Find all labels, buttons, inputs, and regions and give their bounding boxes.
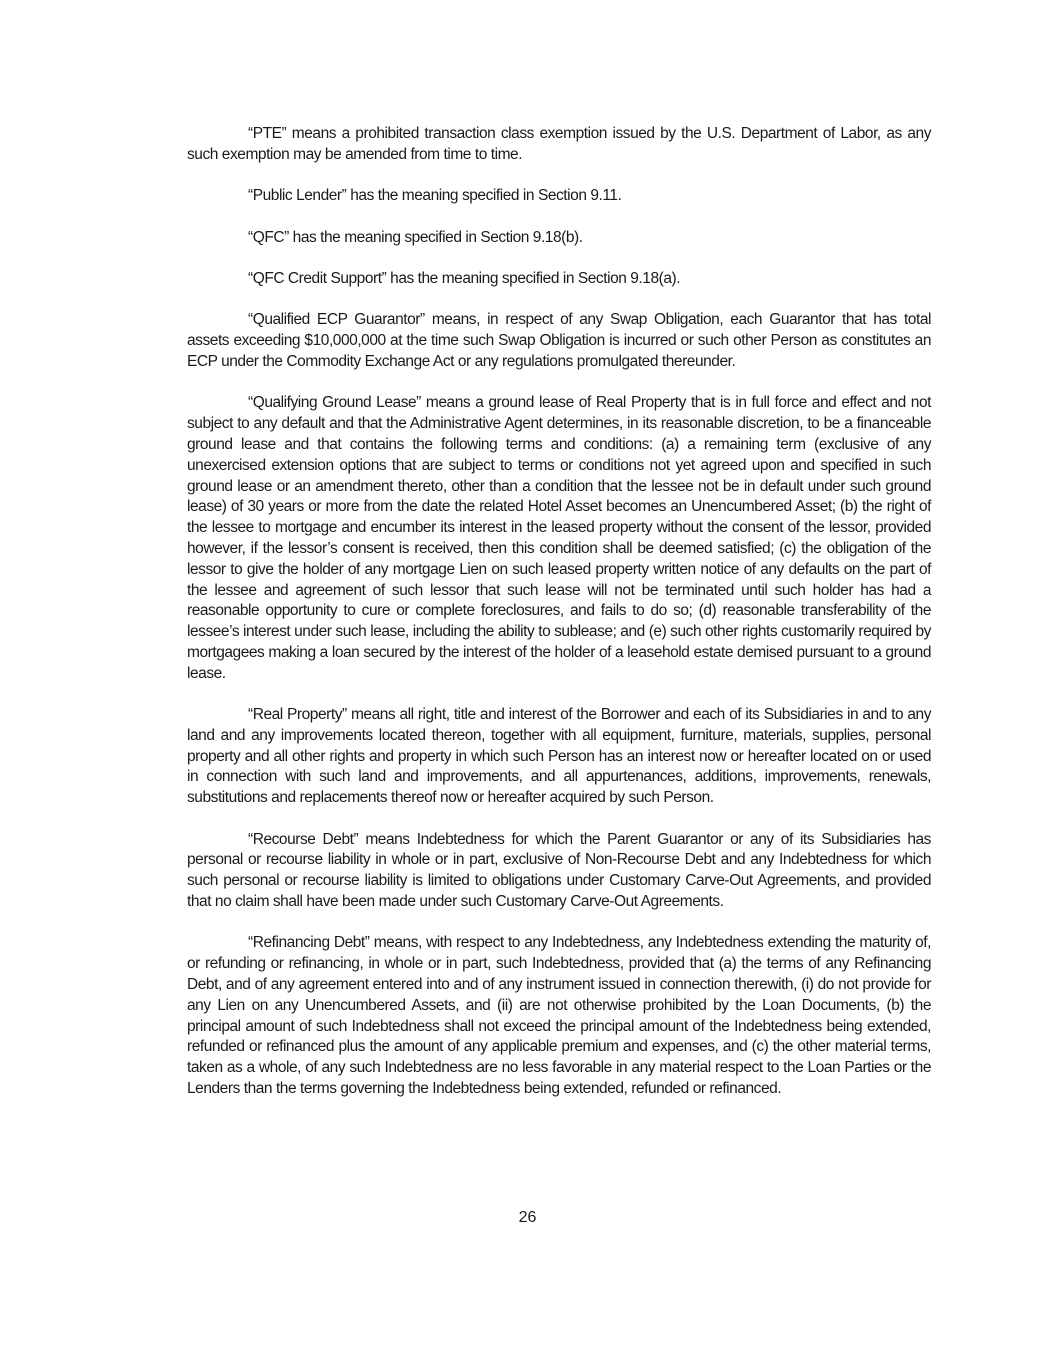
definition-recourse-debt (187, 830, 931, 913)
definition-real-property (187, 705, 931, 809)
definition-qualifying-ground-lease (187, 393, 931, 684)
definition-text: has the meaning specified in Section 9.18(b). (288, 228, 583, 246)
defined-term: “Real Property” (248, 706, 347, 724)
definition-qfc-credit-support (187, 269, 931, 290)
defined-term: “Refinancing Debt” (248, 934, 370, 952)
defined-term: “Public Lender” (248, 187, 347, 205)
definition-qualified-ecp-guarantor (187, 310, 931, 372)
definition-text: means, with respect to any Indebtedness, any Indebtedness extending the maturity of, or refunding or refinancing, in whole or in part, such Indebtedness, provided that (a) the terms of any Refinancing Debt, and of any agreement entered into and of any instrument issued in connection therewith, (i) do not provide for any Lien on any Unencumbered Assets, and (ii) are not otherwise prohibited by the Loan Documents, (b) the principal amount of such Indebtedness shall not exceed the principal amount of the Indebtedness being extended, refunded or refinanced plus the amount of any applicable premium and expenses, and (c) the other material terms, taken as a whole, of any such Indebtedness are no less favorable in any material respect to the Loan Parties or the Lenders than the terms governing the Indebtedness being extended, refunded or refinanced. (187, 934, 931, 1098)
defined-term: “QFC” (248, 228, 289, 246)
defined-term: “Qualified ECP Guarantor” (248, 311, 425, 329)
definition-text: has the meaning specified in Section 9.18(a). (386, 269, 681, 287)
definition-pte (187, 124, 931, 166)
definition-text: means Indebtedness for which the Parent Guarantor or any of its Subsidiaries has personal or recourse liability in whole or in part, exclusive of Non-Recourse Debt and any Indebtedness for which such personal or recourse liability is limited to obligations under Customary Carve-Out Agreements, and provided that no claim shall have been made under such Customary Carve-Out Agreements. (187, 830, 931, 911)
defined-term: “QFC Credit Support” (248, 269, 387, 287)
definition-refinancing-debt (187, 933, 931, 1099)
definition-text: has the meaning specified in Section 9.11. (346, 187, 622, 205)
definition-qfc (187, 228, 931, 249)
definition-text: means a prohibited transaction class exemption issued by the U.S. Department of Labor, as any such exemption may be amended from time to time. (187, 125, 931, 163)
page-number: 26 (518, 1209, 537, 1226)
definition-text: means a ground lease of Real Property that is in full force and effect and not subject to any default and that the Administrative Agent determines, in its reasonable discretion, to be a financeable ground lease and that contains the following terms and conditions: (a) a remaining term (exclusive of any unexercised extension options that are subject to terms or conditions not yet agreed upon and specified in such ground lease or an amendment thereto, other than a condition that the lessee not be in default under such ground lease) of 30 years or more from the date the related Hotel Asset becomes an Unencumbered Asset; (b) the right of the lessee to mortgage and encumber its interest in the leased property without the consent of the lessor, provided however, if the lessor’s consent is received, then this condition shall be deemed satisfied; (c) the obligation of the lessor to give the holder of any mortgage Lien on such leased property written notice of any defaults on the part of the lessee and agreement of such lessor that such lease will not be terminated until such holder has had a reasonable opportunity to cure or complete foreclosures, and fails to do so; (d) reasonable transferability of the lessee’s interest under such lease, including the ability to sublease; and (e) such other rights customarily required by mortgagees making a loan secured by the interest of the holder of a leasehold estate demised pursuant to a ground lease. (187, 394, 931, 682)
document-body (187, 124, 931, 1120)
definition-text: means all right, title and interest of the Borrower and each of its Subsidiaries in and to any land and any improvements located thereon, together with all equipment, furniture, materials, supplies, personal property and all other rights and property in which such Person has an interest now or hereafter located on or used in connection with such land and improvements, and all appurtenances, additions, improvements, renewals, substitutions and replacements thereof now or hereafter acquired by such Person. (187, 706, 932, 807)
definition-text: means, in respect of any Swap Obligation, each Guarantor that has total assets exceeding $10,000,000 at the time such Swap Obligation is incurred or such other Person as constitutes an ECP under the Commodity Exchange Act or any regulations promulgated thereunder. (187, 311, 931, 370)
definition-public-lender (187, 186, 931, 207)
defined-term: “PTE” (248, 125, 287, 142)
defined-term: “Qualifying Ground Lease” (248, 394, 421, 412)
defined-term: “Recourse Debt” (248, 830, 359, 848)
